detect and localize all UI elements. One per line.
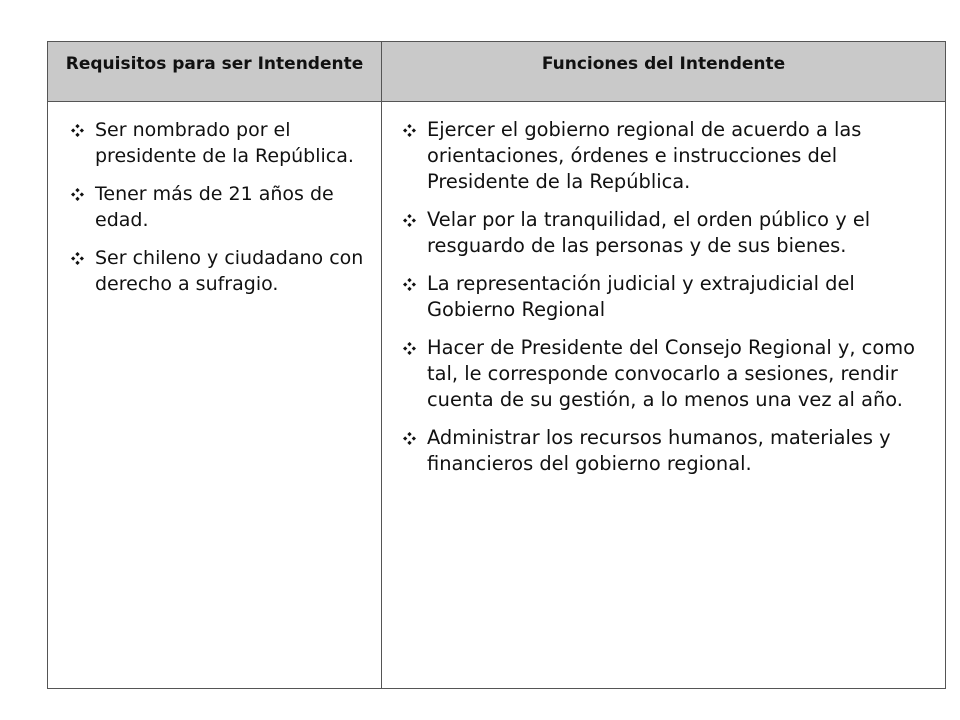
diamond-bullet-icon — [71, 188, 84, 201]
list-item — [71, 117, 370, 169]
funcion-text: Velar por la tranquilidad, el orden público y el resguardo de las personas y de sus bienes. — [427, 208, 871, 257]
funcion-text: Ejercer el gobierno regional de acuerdo a las orientaciones, órdenes e instrucciones del Presidente de la República. — [427, 118, 862, 193]
requisitos-cell — [48, 102, 382, 689]
requisito-text: Tener más de 21 años de edad. — [95, 183, 334, 231]
list-item — [403, 335, 934, 413]
requisito-text: Ser chileno y ciudadano con derecho a sufragio. — [95, 247, 364, 295]
header-funciones: Funciones del Intendente — [382, 42, 946, 102]
funcion-text: Hacer de Presidente del Consejo Regional y, como tal, le corresponde convocarlo a sesiones, rendir cuenta de su gestión, a lo menos una vez al año. — [427, 336, 915, 411]
funcion-text: Administrar los recursos humanos, materiales y financieros del gobierno regional. — [427, 426, 891, 475]
diamond-bullet-icon — [403, 124, 416, 137]
diamond-bullet-icon — [403, 342, 416, 355]
table-header-row — [48, 42, 946, 102]
list-item — [403, 207, 934, 259]
list-item — [403, 271, 934, 323]
funciones-cell — [382, 102, 946, 689]
requirements-functions-table — [47, 41, 946, 689]
requisitos-list — [49, 103, 380, 297]
list-item — [403, 117, 934, 195]
funciones-list — [383, 103, 944, 477]
diamond-bullet-icon — [403, 278, 416, 291]
funcion-text: La representación judicial y extrajudicial del Gobierno Regional — [427, 272, 855, 321]
diamond-bullet-icon — [71, 124, 84, 137]
diamond-bullet-icon — [403, 214, 416, 227]
header-requisitos: Requisitos para ser Intendente — [48, 42, 382, 102]
diamond-bullet-icon — [71, 252, 84, 265]
table-row — [48, 102, 946, 689]
diamond-bullet-icon — [403, 432, 416, 445]
requisito-text: Ser nombrado por el presidente de la República. — [95, 119, 354, 167]
list-item — [403, 425, 934, 477]
list-item — [71, 245, 370, 297]
list-item — [71, 181, 370, 233]
